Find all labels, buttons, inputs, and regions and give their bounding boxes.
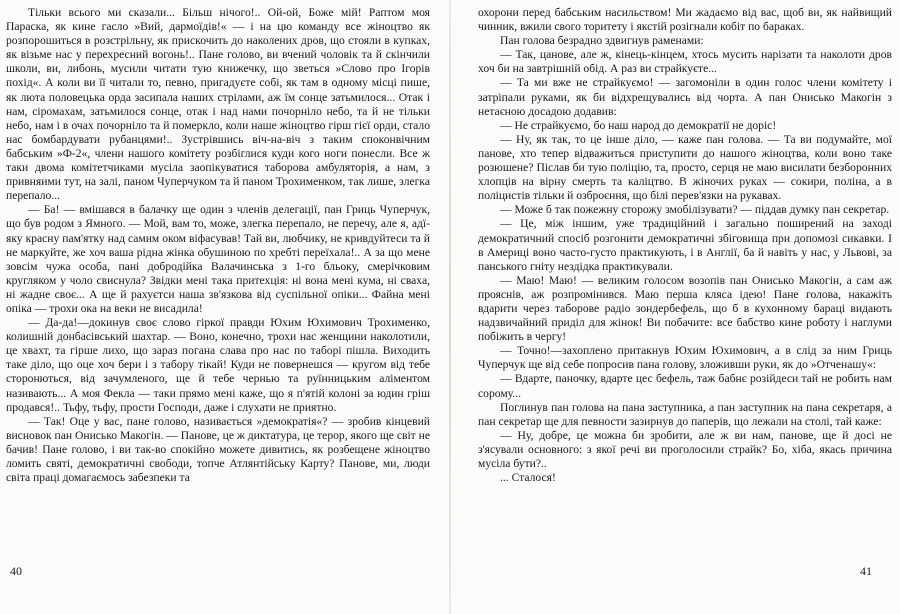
paragraph: — Не страйкуємо, бо наш народ до демократії не доріс! xyxy=(500,118,777,132)
paragraph: — Ба! — вмішався в балачку ще один з членів делегації, пан Гриць Чуперчук, що був родом з Ямного. — Мой, вам то, може, злегка перепало, не перечу, але я, адї-яку красну пам'ятку над самим оком віфасував! Тай ви, любчику, не кривдуйтеси та й не маркуйте, же хоч ваша рідна жінка обушиною по хребті переїхала!.. А за що мене зовсім чужа особа, пані добродійка Валачинська з 1-го бльоку, смерічковим кругляком у чоло свиснула? Звідки мені така притехція: ні вона мені кума, ні сваха, ні жадне своє... А ще й рахуєтси наша зв'язкова від суспільної опіки... Файна мені опіка — трохи ока на веки не висадила! xyxy=(6,203,430,315)
right-page-text xyxy=(478,6,892,485)
paragraph: — Так! Оце у вас, пане голово, називається »демократія«? — зробив кінцевий висновок пан Онисько Макогін. — Панове, це ж диктатура, це терор, якого ще світ не бачив! Пане голово, і ви так-во спокійно можете дивитись, як розбещене жіноцтво ломить святі, демократичні свободи, топче Атлянтійську Карту? Панове, ми, люди світа праці домагаємось забезпеки та xyxy=(6,414,430,485)
page-number: 41 xyxy=(860,564,872,578)
paragraph: Пан голова безрадно здвигнув раменами: xyxy=(500,34,704,48)
paragraph: — Маю! Маю! — великим голосом возопів пан Онисько Макогін, а сам аж прояснів, аж розпромінився. Маю перша кляса ідею! Пане голова, накажіть вдарити через таборове радіо зондербефель, що б в кухонному бараці видають надзвичайний приділ для жінок! Ви побачите: все бабство кине роботу і наглуми побіжить в чергу! xyxy=(478,273,892,344)
paragraph: — Ну, добре, це можна би зробити, але ж ви нам, панове, ще й досі не з'ясували основного: з якої речі ви проголосили страйк? Бо, хіба, якась причина мусіла бути?.. xyxy=(478,428,892,470)
paragraph: — Може б так пожежну сторожу змобілізувати? — піддав думку пан секретар. xyxy=(500,203,890,217)
paragraph: — Вдарте, паночку, вдарте цес бефель, таж бабнє розійдеси тай не робить нам сорому... xyxy=(478,372,892,400)
paragraph: Поглинув пан голова на пана заступника, а пан заступник на пана секретаря, а пан секретар ще для певности зазирнув до паперів, що лежали на столі, тай каже: xyxy=(478,400,892,428)
right-page xyxy=(450,0,900,614)
paragraph: ... Сталося! xyxy=(500,471,556,485)
paragraph: — Так, цанове, але ж, кінець-кінцем, хтось мусить нарізати та наколоти дров хоч би на завтрішній обід. А раз ви страйкуєте... xyxy=(478,48,892,76)
paragraph: — Та ми вже не страйкуємо! — загомоніли в один голос члени комітету і затріпали руками, як би відхрещувались від чорта. А пан Онисько Макогін з нетаєною досадою додавив: xyxy=(478,76,892,118)
paragraph: — Це, між іншим, уже традиційний і загально поширений на заході демократичний спосіб розгонити демократичні збіговища при допомозі сикавки. І в Америці воно часто-густо практикують, і в Англії, ба й навіть у нас, у Львові, за панського гніту нездідка практикували. xyxy=(478,217,892,273)
paragraph: — Да-да!—докинув своє слово гіркої правди Юхим Юхимович Трохименко, колишній донбасівський шахтар. — Воно, конечно, трохи нас женщини наколотили, це хвахт, та гірше лихо, що зараз погана слава про нас по таборі пішла. Виходить таке діло, що оце хоч бери і з табору тікай! Куди не повернешся — кругом від тебе сторонються, від зачумленого, ще й тебе чернью та руїнницьким аліментом називають... А моя Фекла — таки прямо мені каже, що я п'ятій колоні за юдин гріш продався!.. Тьфу, тьфу, прости Господи, даже і слухати не приятно. xyxy=(6,316,430,414)
paragraph: — Точно!—захоплено притакнув Юхим Юхимович, а в слід за ним Гриць Чуперчук ще від себе попросив пана голову, зложивши руки, як до »Отченашу«: xyxy=(478,344,892,372)
left-page-text xyxy=(6,6,430,485)
paragraph: охорони перед бабським насильством! Ми жадаємо від вас, щоб ви, як найвищий чинник, вжили свого торитету і якстій розігнали кобіт по бараках. xyxy=(478,6,892,34)
page-number: 40 xyxy=(10,564,22,578)
paragraph: Тільки всього ми сказали... Більш нічого!.. Ой-ой, Боже мій! Раптом моя Параска, як кине гасло »Вий, дармоїдів!« — і на цю команду все жіноцтво як розпорошиться в розстрільну, як прискочить до наколених дров, що стояли в купках, як візьме нас у перехресний вогонь!.. Пане голово, ви вчений чоловік та й скінчили школи, ви, либонь, мусили читати тую книжечку, що зветься »Слово про Ігорів похід«. А коли ви її читали то, певно, пригадуєте собі, як там в одному місці пише, як люта половецька орда засипала наших стрілами, аж їм сонце затьмилося... Отак і нам, сіромахам, затьмилося сонце, отак і над нами почорніло небо, та й не тільки небо, нам і в очах почорніло та й померкло, коли наше жіноцтво гірш гієї орди, стало нас бомбардувати рубанцями!.. Зустрівшись віч-на-віч з таким споконвічним бабським »Ф-2«, члени нашого комітету розбіглися куди кого ноги понесли. Все ж таки двома комітетчиками мусіла заопікуватися таборова амбуляторія, а нам, з привняими тут, на залі, паном Чуперчуком та й паном Трохименком, так лише, злегка перепало... xyxy=(6,6,430,203)
paragraph: — Ну, як так, то це інше діло, — каже пан голова. — Та ви подумайте, мої панове, хто тепер відважиться приступити до нашого жіноцтва, коли воно таке розюшене? Післав би тую поліцію, та, просто, серця не маю висилати безборонних хлопців на вірну смерть та каліцтво. В жіночих руках — сокири, поліна, а в поліцистів тільки й озброєння, що білі перев'язки на рукавах. xyxy=(478,132,892,203)
